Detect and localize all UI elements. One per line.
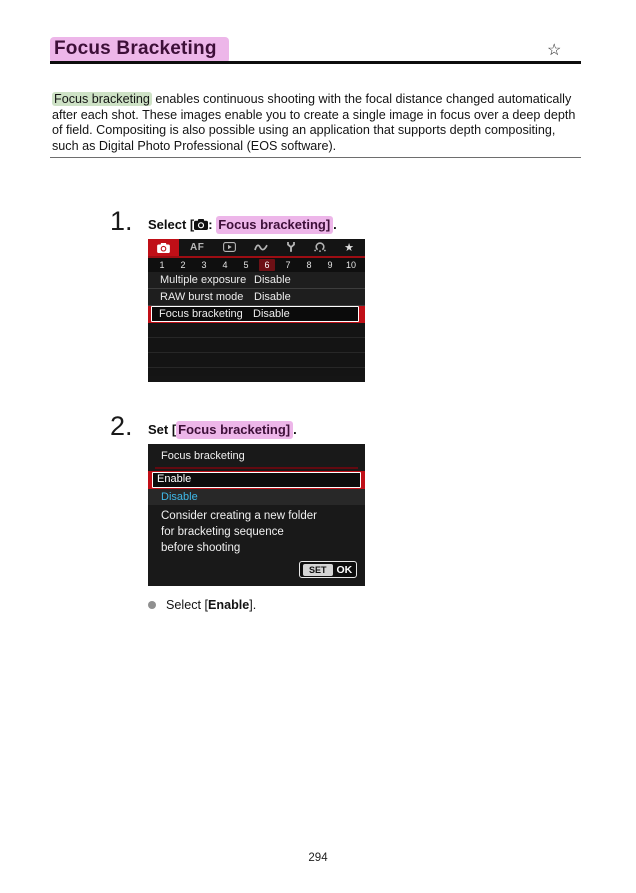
tab-af-label: AF (190, 242, 205, 253)
menu-row-value: Disable (253, 308, 290, 320)
menu-row-label: RAW burst mode (160, 291, 244, 303)
option-enable-selected (148, 471, 365, 489)
step-1-number: 1. (110, 206, 133, 236)
menu-row-label: Multiple exposure (160, 274, 247, 286)
step-1-heading (148, 217, 337, 233)
playback-icon (223, 239, 236, 257)
page-number: 294 (308, 852, 328, 864)
tab-number-9: 9 (327, 260, 333, 270)
help-line: before shooting (161, 542, 241, 554)
tab-number-6-active: 6 (259, 259, 275, 271)
help-line: Consider creating a new folder (161, 510, 317, 522)
title-rule (50, 61, 581, 64)
tab-shooting-camera-icon (148, 239, 179, 256)
option-disable: Disable (148, 489, 365, 505)
tab-number-7: 7 (285, 260, 291, 270)
bullet-suffix: ]. (249, 598, 257, 612)
bullet-emphasis: Enable (208, 598, 250, 612)
empty-menu-row (148, 353, 365, 368)
step-2-heading (148, 422, 297, 437)
tab-number-5: 5 (243, 260, 249, 270)
step-1-highlight: Focus bracketing] (216, 216, 333, 234)
setting-title: Focus bracketing (161, 450, 245, 462)
tab-number-4: 4 (222, 260, 228, 270)
menu-row-raw-burst-mode (148, 289, 365, 306)
setting-screenshot (148, 444, 365, 586)
menu-row-value: Disable (254, 291, 291, 303)
intro-highlight: Focus bracketing (54, 92, 150, 106)
menu-tab-bar (148, 239, 365, 256)
bullet-prefix: Select [ (166, 598, 208, 612)
menu-row-multiple-exposure (148, 272, 365, 289)
step-2-highlight: Focus bracketing] (176, 421, 293, 439)
tab-number-strip (148, 258, 365, 272)
menu-row-label: Focus bracketing (159, 308, 243, 320)
custom-function-icon (314, 239, 326, 257)
bullet-note (148, 598, 256, 612)
step-2-prefix: Set [ (148, 422, 177, 437)
option-label: Enable (157, 473, 192, 485)
empty-menu-row (148, 338, 365, 353)
step-2-number: 2. (110, 411, 133, 441)
empty-menu-row (148, 368, 365, 376)
help-text (161, 508, 317, 556)
tab-number-3: 3 (201, 260, 207, 270)
intro-paragraph (52, 92, 584, 154)
tab-number-1: 1 (159, 260, 165, 270)
tab-number-10: 10 (345, 260, 356, 270)
step-2-suffix: . (293, 422, 297, 437)
menu-row-focus-bracketing-selected (148, 306, 365, 323)
menu-row-value: Disable (254, 274, 291, 286)
setting-title-underline (155, 467, 358, 469)
camera-icon (194, 218, 208, 233)
page-title: Focus Bracketing (50, 37, 229, 63)
menu-tab-icons (179, 239, 365, 257)
ok-label: OK (336, 563, 353, 576)
step-1-colon: : (208, 217, 217, 232)
network-wave-icon (254, 239, 268, 257)
tab-number-8: 8 (306, 260, 312, 270)
intro-divider (50, 157, 581, 158)
camera-menu-screenshot (148, 239, 365, 382)
my-menu-star-icon: ★ (344, 241, 354, 254)
setup-wrench-icon (286, 239, 296, 257)
bullet-dot-icon (148, 601, 156, 609)
bullet-text (166, 598, 256, 612)
set-key-label: SET (303, 564, 333, 576)
empty-menu-row (148, 323, 365, 338)
step-1-suffix: . (333, 217, 337, 232)
set-ok-button (299, 561, 357, 578)
help-line: for bracketing sequence (161, 526, 284, 538)
star-icon: ☆ (547, 42, 562, 59)
intro-text: enables continuous shooting with the focal distance changed automatically after each shot. These images enable you to create a single image in focus over a deep depth of field. Compositing is also possible using an application that supports depth compositing, such as Digital Photo Professional (EOS software). (52, 92, 576, 153)
tab-number-2: 2 (180, 260, 186, 270)
step-1-prefix: Select [ (148, 217, 195, 232)
